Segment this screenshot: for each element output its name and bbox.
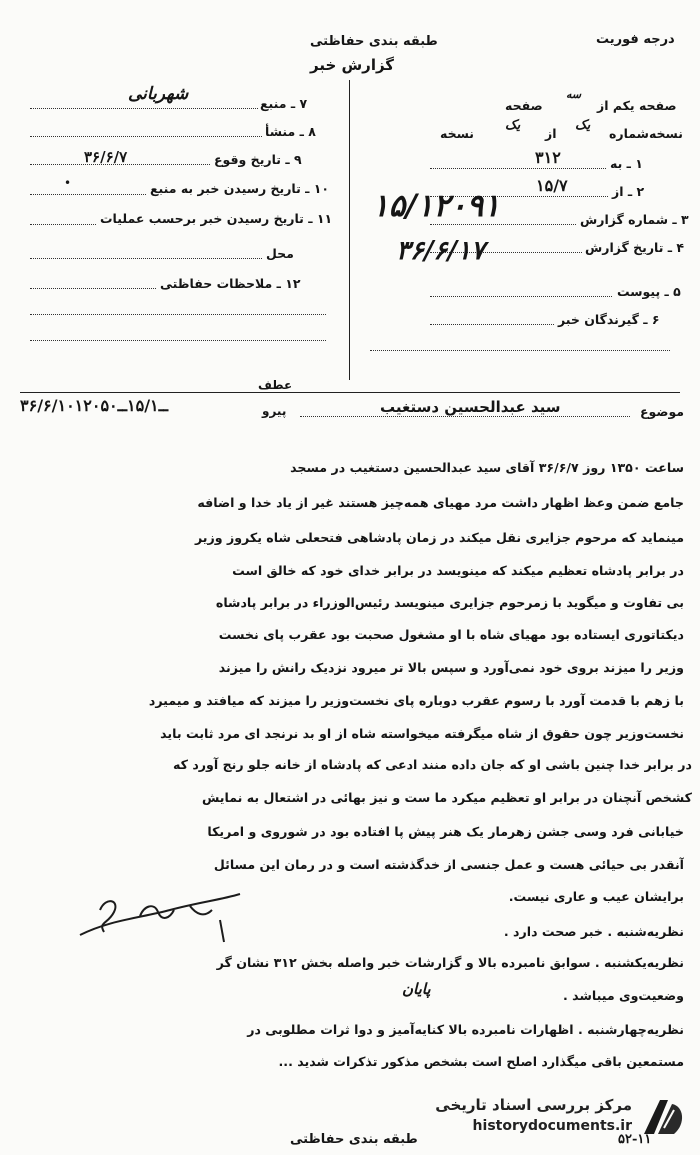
form-code: ۵۲-۱۱ — [618, 1132, 652, 1147]
body-line-7: وزیر را میزند بروی خود نمی‌آورد و سپس بالا تر میرود نزدیک رانش را میزند — [218, 660, 684, 675]
field-to-label: ۱ ـ به — [610, 156, 643, 171]
body-line-8: با زهم با قدمت آورد با رسوم عقرب دوباره پای نخست‌وزیر را میزند که میافتد و میمیرد — [148, 693, 684, 708]
urgency-label: درجه فوریت — [596, 32, 675, 47]
body-line-4: در برابر پادشاه تعظیم میکند که مینویسد در برابر خدای خود که خالق است — [232, 563, 684, 578]
dotted-line — [430, 168, 606, 169]
field-occurrence-date-label: ۹ ـ تاریخ وقوع — [214, 152, 302, 167]
dotted-line — [430, 324, 554, 325]
copy-hand-value: یک — [575, 118, 591, 133]
field-security-notes-label: ۱۲ ـ ملاحظات حفاظتی — [160, 276, 301, 291]
watermark-url: historydocuments.ir — [472, 1118, 632, 1134]
dotted-line — [30, 194, 146, 195]
center-divider — [349, 80, 350, 380]
opinion-monday-1: نظریه‌یکشنبه . سوابق نامبرده بالا و گزارشات خبر واصله بخش ۳۱۲ نشان گر — [216, 955, 684, 970]
copy-suffix: نسخه — [440, 126, 475, 141]
field-attachment-label: ۵ ـ پیوست — [617, 284, 681, 299]
dotted-line — [30, 258, 262, 259]
opinion-wednesday-2: مستمعین باقی میگذارد اصلح است بشخص مذکور تذکرات شدید ... — [278, 1054, 684, 1069]
dotted-line — [30, 136, 262, 137]
classification-bottom: طبقه بندی حفاظتی — [290, 1132, 418, 1147]
field-from-label: ۲ ـ از — [612, 184, 645, 199]
classification-top: طبقه بندی حفاظتی — [310, 34, 438, 49]
ink-dot: • — [64, 176, 72, 190]
body-line-14: برایشان عیب و عاری نیست. — [508, 889, 684, 904]
body-line-11: کشخص آنچنان در برابر او تعظیم میکرد ما ست و نیز بهائی در اشتعال به نمایش — [201, 790, 692, 805]
body-line-9: نخست‌وزیر چون حقوق از شاه میگرفته میخواسته شاه از او بد نرنجد ای مرد ثابت باید — [160, 726, 684, 741]
field-to-value: ۳۱۲ — [535, 148, 561, 167]
field-report-number-value: ۱۵/۱۲۰۹۱ — [372, 188, 500, 224]
body-line-10: در برابر خدا چنین باشی او که جان داده منند ادعی که پادشاه از خانه جلو رنج آورد که — [173, 757, 692, 772]
opinion-monday-2: وضعیت‌وی میباشد . — [563, 988, 684, 1003]
dotted-line — [30, 288, 156, 289]
watermark-title: مرکز بررسی اسناد تاریخی — [435, 1096, 632, 1114]
dotted-line — [30, 108, 258, 109]
body-line-13: آنقدر بی حیائی هست و عمل جنسی از خدگذشته است و در رمان این مسائل — [213, 857, 684, 872]
body-line-2: جامع ضمن وعظ اظهار داشت مرد مهیای همه‌چیز هستند غیر از یاد خدا و اضافه — [197, 495, 684, 510]
dotted-line — [430, 224, 576, 225]
field-occurrence-date-value: ۳۶/۶/۷ — [84, 148, 128, 166]
field-from-value: ۱۵/۷ — [536, 176, 568, 195]
dotted-line — [30, 314, 326, 315]
atf-label: عطف — [258, 378, 293, 392]
subject-label: موضوع — [640, 404, 685, 419]
field-location-label: محل — [266, 246, 294, 261]
copy-from: از — [545, 126, 557, 141]
body-line-1: ساعت ۱۳۵۰ روز ۳۶/۶/۷ آقای سید عبدالحسین دستغیب در مسجد — [290, 460, 684, 475]
copy-total-hand: یک — [505, 118, 521, 133]
opinion-sunday: نظریه‌شنبه . خبر صحت دارد . — [503, 924, 684, 939]
form-title: گزارش خبر — [310, 56, 395, 74]
field-report-date-label: ۴ ـ تاریخ گزارش — [585, 240, 685, 255]
field-recipients-label: ۶ ـ گیرندگان خبر — [558, 312, 660, 327]
page-suffix: صفحه — [505, 98, 543, 113]
copy-number-label: نسخه‌شماره — [609, 126, 683, 141]
subject-reference: ۳۶/۶/۱۰ــ۱۵/۱ــ۱۲۰۵۰ — [20, 396, 168, 415]
body-line-3: مینماید که مرحوم جزایری نقل میکند در زمان پادشاهی فتحعلی شاه یکروز وزیر — [194, 530, 684, 545]
body-line-12: خیابانی فرد وسی جشن زهرمار یک هنر پیش پا افتاده بود در شوروی و امریکا — [207, 824, 684, 839]
subject-text: سید عبدالحسین دستغیب — [380, 398, 561, 416]
opinion-wednesday-1: نظریه‌چهارشنبه . اظهارات نامبرده بالا کنایه‌آمیز و دوا ثرات مطلوبی در — [247, 1022, 684, 1037]
signature-scribble — [70, 880, 250, 950]
peyro-label: پیرو — [262, 404, 287, 418]
end-mark: پایان — [402, 980, 431, 998]
field-origin-label: ۸ ـ منشأ — [265, 124, 316, 139]
page-of-label: صفحه یکم از — [597, 98, 677, 113]
field-source-value: شهربانی — [128, 84, 189, 104]
field-report-date-value: ۳۶/۶/۱۷ — [396, 236, 485, 266]
subject-top-rule — [20, 392, 680, 393]
field-news-operations-label: ۱۱ ـ تاریخ رسیدن خبر برحسب عملیات — [100, 211, 333, 226]
dotted-line — [370, 350, 670, 351]
body-line-5: بی تفاوت و میگوید با زمرحوم جزایری مینویسد رئیس‌الوزراء در برابر پادشاه — [215, 595, 684, 610]
field-report-number-label: ۳ ـ شماره گزارش — [580, 212, 689, 227]
dotted-line — [430, 296, 612, 297]
body-line-6: دیکتاتوری ایستاده بود مهیای شاه با او مشغول صحبت بود عقرب پای نخست — [218, 627, 684, 642]
dotted-line — [300, 416, 630, 417]
field-source-label: ۷ ـ منبع — [260, 96, 308, 111]
dotted-line — [30, 340, 326, 341]
page-hand-value: سه — [566, 88, 582, 101]
field-news-to-source-label: ۱۰ ـ تاریخ رسیدن خبر به منبع — [150, 181, 330, 196]
dotted-line — [30, 224, 96, 225]
